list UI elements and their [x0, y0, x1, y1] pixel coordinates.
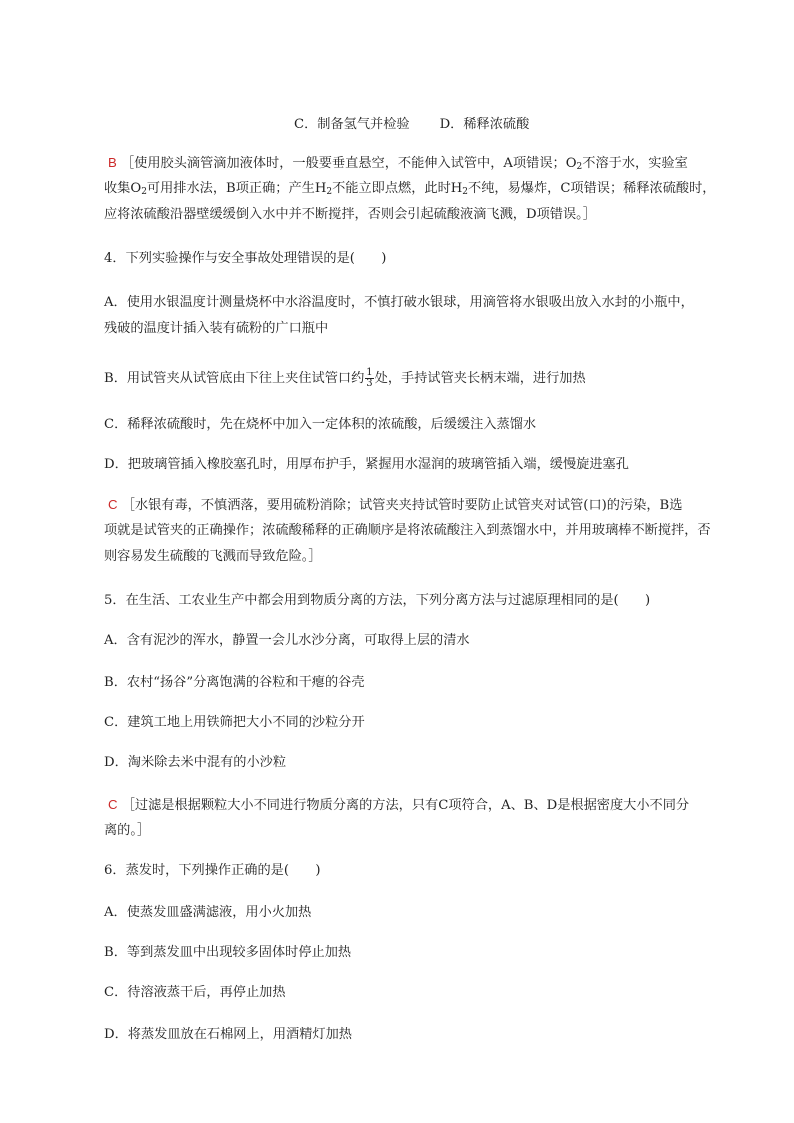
- q4-option-d: D．把玻璃管插入橡胶塞孔时，用厚布护手，紧握用水湿润的玻璃管插入端，缓慢旋进塞孔: [104, 457, 629, 472]
- q5-option-a: A．含有泥沙的浑水，静置一会儿水沙分离，可取得上层的清水: [104, 633, 470, 648]
- answer-text: ［过滤是根据颗粒大小不同进行物质分离的方法，只有C项符合，A、B、D是根据密度大小不同分: [121, 798, 690, 813]
- answer4-line1: [108, 496, 720, 515]
- option-text: 处，手持试管夹长柄末端，进行加热: [374, 371, 586, 386]
- q3-option-d: D．稀释浓硫酸: [439, 117, 530, 132]
- answer5-line2: 离的。］: [104, 823, 151, 838]
- answer-text: 收集O: [104, 181, 142, 196]
- option-text: B．用试管夹从试管底由下往上夹住试管口约: [104, 371, 365, 386]
- fraction-one-third: [365, 368, 373, 389]
- answer-text: 不能立即点燃，此时H: [332, 181, 463, 196]
- answer-text: ［水银有毒，不慎洒落，要用硫粉消除；试管夹夹持试管时要防止试管夹对试管(口)的污染，B选: [121, 498, 683, 513]
- answer3-line1: [108, 154, 720, 173]
- q6-option-b: B．等到蒸发皿中出现较多固体时停止加热: [104, 945, 352, 960]
- q4-option-c: C．稀释浓硫酸时，先在烧杯中加入一定体积的浓硫酸，后缓缓注入蒸馏水: [104, 417, 537, 432]
- answer5-line1: [108, 796, 720, 815]
- fraction-numerator: 1: [366, 367, 373, 378]
- q3-options-cd: [294, 116, 720, 134]
- q4-option-a-line2: 残破的温度计插入装有硫粉的广口瓶中: [104, 321, 329, 336]
- q5-option-d: D．淘米除去米中混有的小沙粒: [104, 755, 287, 770]
- q4-option-b: [104, 368, 720, 389]
- fraction-denominator: 3: [366, 378, 373, 389]
- q6-option-a: A．使蒸发皿盛满滤液，用小火加热: [104, 905, 312, 920]
- answer-text: ［使用胶头滴管滴加液体时，一般要垂直悬空，不能伸入试管中，A项错误；O: [121, 156, 577, 171]
- answer-text: 可用排水法，B项正确；产生H: [146, 181, 327, 196]
- answer-text: 不溶于水，实验室: [582, 156, 688, 171]
- answer3-line2: [104, 180, 720, 198]
- q3-option-c: C．制备氢气并检验: [294, 117, 410, 132]
- answer-letter: C: [108, 497, 118, 512]
- answer4-line3: 则容易发生硫酸的飞溅而导致危险。］: [104, 549, 322, 564]
- subscript: 2: [462, 187, 469, 197]
- subscript: 2: [326, 187, 333, 197]
- q5-option-c: C．建筑工地上用铁筛把大小不同的沙粒分开: [104, 715, 365, 730]
- q6-option-d: D．将蒸发皿放在石棉网上，用酒精灯加热: [104, 1027, 352, 1042]
- answer4-line2: 项就是试管夹的正确操作；浓硫酸稀释的正确顺序是将浓硫酸注入到蒸馏水中，并用玻璃棒不断搅拌，否: [104, 523, 711, 538]
- q6-option-c: C．待溶液蒸干后，再停止加热: [104, 985, 286, 1000]
- q6-stem: 6．蒸发时，下列操作正确的是( ): [104, 863, 321, 878]
- answer-letter: C: [108, 797, 118, 812]
- q4-stem: 4．下列实验操作与安全事故处理错误的是( ): [104, 251, 387, 266]
- subscript: 2: [576, 162, 583, 172]
- q4-option-a-line1: A．使用水银温度计测量烧杯中水浴温度时，不慎打破水银球，用滴管将水银吸出放入水封的小瓶中，: [104, 295, 694, 310]
- subscript: 2: [141, 187, 147, 197]
- answer-text: 不纯，易爆炸，C项错误；稀释浓硫酸时，: [468, 181, 716, 196]
- answer3-line3: 应将浓硫酸沿器壁缓缓倒入水中并不断搅拌，否则会引起硫酸液滴飞溅，D项错误。］: [104, 207, 596, 222]
- q5-option-b: B．农村“扬谷”分离饱满的谷粒和干瘪的谷壳: [104, 675, 365, 690]
- answer-letter: B: [108, 155, 117, 170]
- q5-stem: 5．在生活、工农业生产中都会用到物质分离的方法，下列分离方法与过滤原理相同的是( ): [104, 593, 651, 608]
